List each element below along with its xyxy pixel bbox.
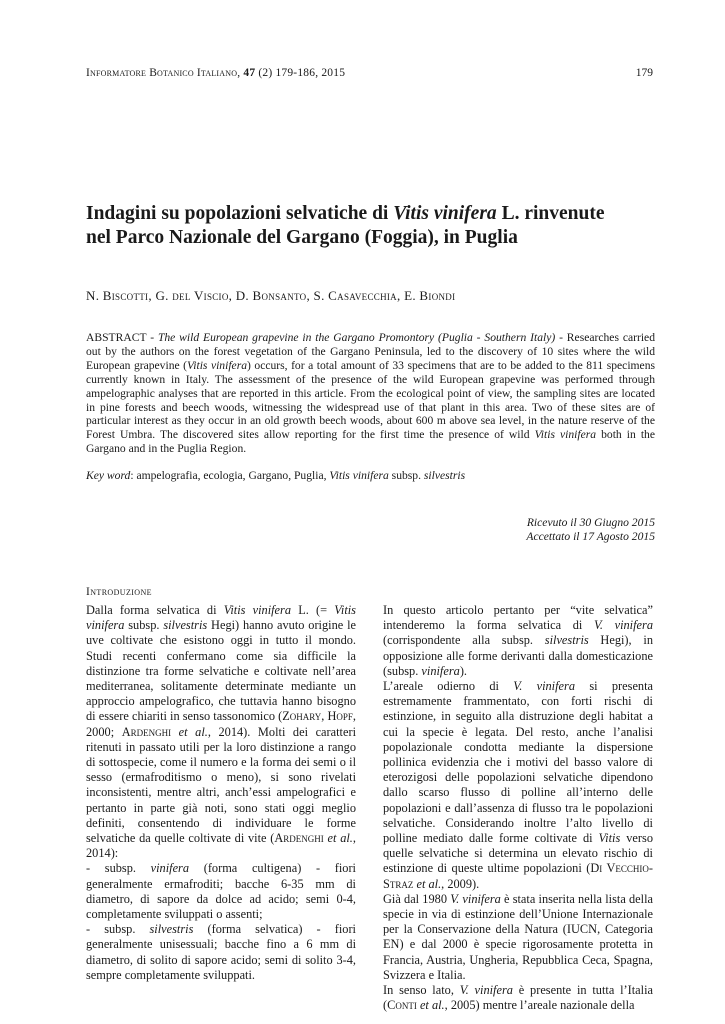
keywords-text: : ampelografia, ecologia, Gargano, Puglia, bbox=[130, 469, 330, 482]
body-column-left bbox=[86, 603, 356, 983]
title-line2: nel Parco Nazionale del Gargano (Foggia), in Puglia bbox=[86, 227, 518, 248]
title-part2: L. rinvenute bbox=[496, 203, 605, 224]
abstract bbox=[86, 331, 655, 456]
abstract-species: Vitis vinifera bbox=[534, 428, 597, 442]
received-date: Ricevuto il 30 Giugno 2015 bbox=[526, 516, 655, 529]
body-column-right bbox=[383, 603, 653, 1013]
journal-issue-pages: (2) 179-186, 2015 bbox=[258, 67, 346, 79]
paragraph: - subsp. vinifera (forma cultigena) - fiori generalmente ermafroditi; bacche 6-35 mm di diametro, di sapore da dolce ad acido; semi 0-4, completamente sviluppati o assenti; bbox=[86, 861, 356, 922]
title-part1: Indagini su popolazioni selvatiche di bbox=[86, 203, 394, 224]
keywords-text: subsp. bbox=[388, 469, 424, 482]
abstract-text: - Researches carried out by the authors on the forest vegetation of the Gargano Peninsula, led to the discovery of 10 sites where the wild European grapevine ( bbox=[86, 331, 655, 372]
keywords bbox=[86, 469, 655, 482]
paragraph: Dalla forma selvatica di Vitis vinifera L. (= Vitis vinifera subsp. silvestris Hegi) hanno avuto origine le uve coltivate che esistono oggi in tutto il mondo. Studi recenti confermano come sia difficile la distinzione tra forme selvatiche e coltivate nell’area mediterranea, solitamente determinate mediante un approccio ampelografico, che tuttavia hanno bisogno di essere chiariti in senso tassonomico (Zohary, Hopf, 2000; Ardenghi et al., 2014). Molti dei caratteri ritenuti in passato utili per la loro distinzione a rango di sottospecie, come il numero e la forma dei semi o il sesso (ermafroditismo o meno), si sono rivelati inconsistenti, mentre altri, anch’essi ampelografici e pertanto in parte già noti, sono stati oggi meglio definiti, consentendo di individuare le forme selvatiche da quelle coltivate di vite (Ardenghi et al., 2014): bbox=[86, 603, 356, 861]
paragraph: L’areale odierno di V. vinifera si presenta estremamente frammentato, con forti rischi di estinzione, in seguito alla distruzione degli habitat a cui la specie è legata. Del resto, anche l’analisi popolazionale condotta mediante la dispersione pollinica evidenzia che i motivi del basso valore di eterozigosi delle popolazioni selvatiche dipendono dallo scarso flusso di polline all’interno delle popolazioni e dall’assenza di flusso tra le popolazioni selvatiche. Considerando inoltre l’alto livello di polline mediato dalle forme coltivate di Vitis verso quelle selvatiche si determina un elevato rischio di estinzione di queste ultime popolazioni (Di Vecchio-Straz et al., 2009). bbox=[383, 679, 653, 891]
submission-dates bbox=[526, 516, 655, 543]
running-head bbox=[86, 67, 345, 79]
paragraph: In questo articolo pertanto per “vite selvatica” intenderemo la forma selvatica di V. vinifera (corrispondente alla subsp. silvestris Hegi), in opposizione alle forme derivanti dalla domesticazione (subsp. vinifera). bbox=[383, 603, 653, 678]
title-species: Vitis vinifera bbox=[393, 203, 497, 224]
paragraph: In senso lato, V. vinifera è presente in tutta l’Italia (Conti et al., 2005) mentre l’areale nazionale della bbox=[383, 983, 653, 1013]
journal-name: Informatore Botanico Italiano, bbox=[86, 67, 241, 79]
accepted-date: Accettato il 17 Agosto 2015 bbox=[526, 529, 655, 543]
keywords-label: Key word bbox=[86, 469, 131, 482]
abstract-species: Vitis vinifera bbox=[187, 358, 248, 372]
abstract-english-title: The wild European grapevine in the Gargano Promontory (Puglia - Southern Italy) bbox=[157, 331, 556, 344]
paragraph: Già dal 1980 V. vinifera è stata inserita nella lista della specie in via di estinzione dell’Unione Internazionale per la Conservazione della Natura (IUCN, Categoria EN) e dal 2000 è specie rigorosamente protetta in Francia, Austria, Ungheria, Repubblica Ceca, Spagna, Svizzera e Italia. bbox=[383, 891, 653, 982]
abstract-label: ABSTRACT - bbox=[86, 331, 158, 344]
keywords-species: Vitis vinifera bbox=[329, 469, 389, 482]
journal-volume: 47 bbox=[243, 67, 256, 79]
abstract-text: both in the Gargano and in the Puglia Region. bbox=[86, 428, 655, 456]
section-heading-introduction: Introduzione bbox=[86, 586, 152, 598]
article-title bbox=[86, 202, 646, 250]
authors: N. Biscotti, G. del Viscio, D. Bonsanto, S. Casavecchia, E. Biondi bbox=[86, 288, 456, 303]
paragraph: - subsp. silvestris (forma selvatica) - fiori generalmente unisessuali; bacche fino a 6 mm di diametro, di solito di sapore acido; semi di solito 3-4, sempre completamente sviluppati. bbox=[86, 922, 356, 982]
keywords-subsp: silvestris bbox=[423, 469, 466, 482]
abstract-text: ) occurs, for a total amount of 33 specimens that are to be added to the 811 specimens currently known in Italy. The assessment of the presence of the wild European grapevine was performed through ampelographic analyses that are reported in this article. From the ecological point of view, the sampling sites are located in pine forests and beech woods, witnessing the widespread use of that plant in this area. Two of these sites are of particular interest as they occur in an old growth beech woods, about 600 m above sea level, in the nature reserve of the Forest Umbra. The discovered sites allow reporting for the first time the presence of wild bbox=[86, 358, 656, 442]
page-number: 179 bbox=[635, 67, 653, 79]
